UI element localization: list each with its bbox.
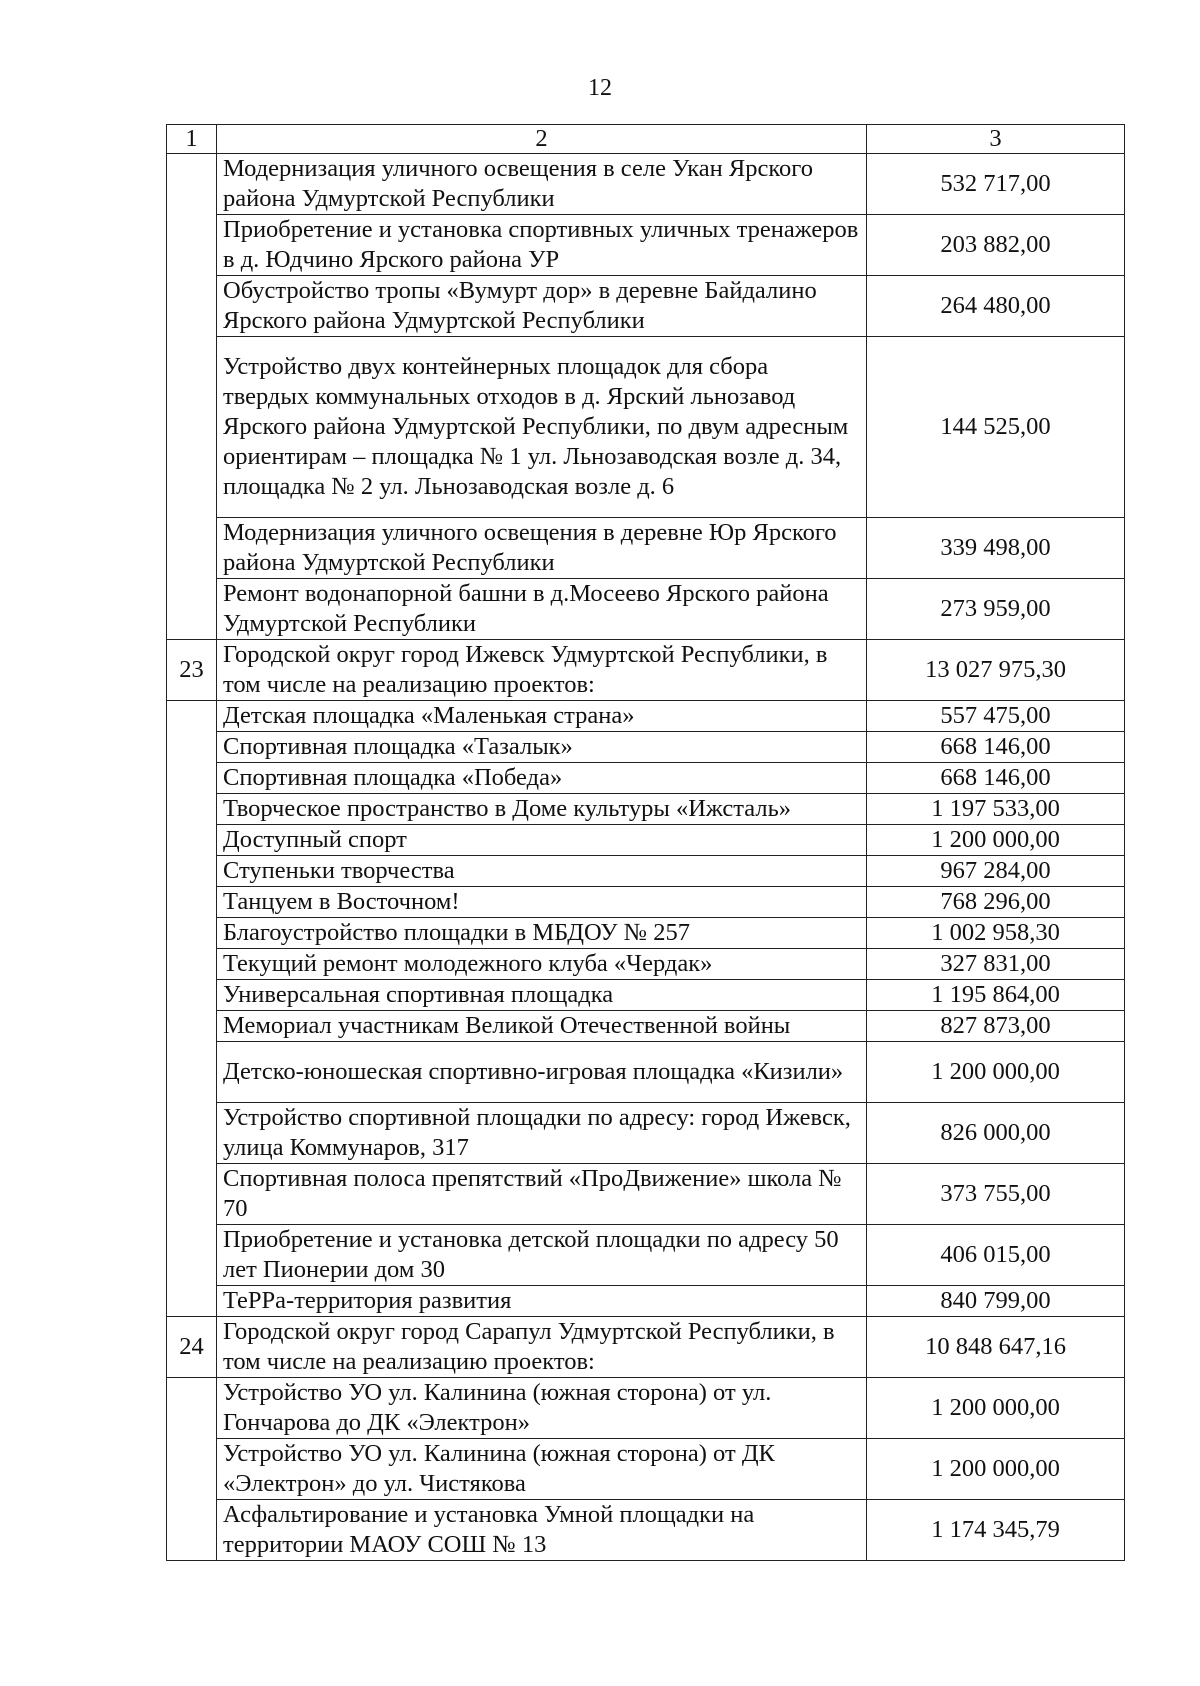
table-row — [167, 949, 1125, 980]
table-row — [167, 1225, 1125, 1286]
row-number — [167, 154, 217, 215]
table-row — [167, 579, 1125, 640]
amount-value: 827 873,00 — [867, 1011, 1125, 1042]
row-number — [167, 1500, 217, 1561]
column-header-number: 1 — [167, 125, 217, 154]
project-name: Модернизация уличного освещения в селе Укан Ярского района Удмуртской Республики — [217, 154, 867, 215]
project-name: Спортивная площадка «Тазалык» — [217, 732, 867, 763]
project-name: Текущий ремонт молодежного клуба «Чердак» — [217, 949, 867, 980]
project-name: Обустройство тропы «Вумурт дор» в деревне Байдалино Ярского района Удмуртской Республики — [217, 276, 867, 337]
column-header-project: 2 — [217, 125, 867, 154]
row-number — [167, 1225, 217, 1286]
table-row — [167, 825, 1125, 856]
project-name: Приобретение и установка детской площадки по адресу 50 лет Пионерии дом 30 — [217, 1225, 867, 1286]
row-number — [167, 825, 217, 856]
row-number — [167, 856, 217, 887]
project-name: Устройство спортивной площадки по адресу: город Ижевск, улица Коммунаров, 317 — [217, 1103, 867, 1164]
row-number: 24 — [167, 1317, 217, 1378]
row-number — [167, 732, 217, 763]
project-name: ТеРРа-территория развития — [217, 1286, 867, 1317]
row-number — [167, 337, 217, 518]
table-row — [167, 701, 1125, 732]
table-row — [167, 1011, 1125, 1042]
amount-value: 1 002 958,30 — [867, 918, 1125, 949]
project-name: Устройство УО ул. Калинина (южная сторона) от ДК «Электрон» до ул. Чистякова — [217, 1439, 867, 1500]
funding-table — [166, 124, 1125, 1561]
project-name: Городской округ город Сарапул Удмуртской Республики, в том числе на реализацию проектов: — [217, 1317, 867, 1378]
table-row — [167, 732, 1125, 763]
project-name: Танцуем в Восточном! — [217, 887, 867, 918]
project-name: Универсальная спортивная площадка — [217, 980, 867, 1011]
table-row — [167, 794, 1125, 825]
project-name: Приобретение и установка спортивных уличных тренажеров в д. Юдчино Ярского района УР — [217, 215, 867, 276]
amount-value: 967 284,00 — [867, 856, 1125, 887]
amount-value: 1 197 533,00 — [867, 794, 1125, 825]
project-name: Модернизация уличного освещения в деревне Юр Ярского района Удмуртской Республики — [217, 518, 867, 579]
row-number — [167, 276, 217, 337]
table-header-row — [167, 125, 1125, 154]
amount-value: 13 027 975,30 — [867, 640, 1125, 701]
table-row — [167, 763, 1125, 794]
project-name: Спортивная площадка «Победа» — [217, 763, 867, 794]
row-number — [167, 1164, 217, 1225]
row-number — [167, 794, 217, 825]
amount-value: 826 000,00 — [867, 1103, 1125, 1164]
table-row — [167, 215, 1125, 276]
amount-value: 339 498,00 — [867, 518, 1125, 579]
table-row — [167, 856, 1125, 887]
amount-value: 557 475,00 — [867, 701, 1125, 732]
table-row — [167, 154, 1125, 215]
project-name: Спортивная полоса препятствий «ПроДвижение» школа № 70 — [217, 1164, 867, 1225]
project-name: Устройство УО ул. Калинина (южная сторона) от ул. Гончарова до ДК «Электрон» — [217, 1378, 867, 1439]
row-number — [167, 1042, 217, 1103]
project-name: Доступный спорт — [217, 825, 867, 856]
row-number — [167, 518, 217, 579]
table-row — [167, 276, 1125, 337]
amount-value: 840 799,00 — [867, 1286, 1125, 1317]
amount-value: 373 755,00 — [867, 1164, 1125, 1225]
amount-value: 668 146,00 — [867, 763, 1125, 794]
project-name: Детская площадка «Маленькая страна» — [217, 701, 867, 732]
row-number — [167, 215, 217, 276]
row-number — [167, 1011, 217, 1042]
row-number — [167, 980, 217, 1011]
row-number — [167, 763, 217, 794]
row-number — [167, 1286, 217, 1317]
column-header-amount: 3 — [867, 125, 1125, 154]
table-row — [167, 640, 1125, 701]
table-row — [167, 918, 1125, 949]
page-number: 12 — [588, 75, 612, 101]
amount-value: 768 296,00 — [867, 887, 1125, 918]
row-number — [167, 918, 217, 949]
project-name: Ремонт водонапорной башни в д.Мосеево Ярского района Удмуртской Республики — [217, 579, 867, 640]
table-row — [167, 518, 1125, 579]
amount-value: 1 200 000,00 — [867, 1042, 1125, 1103]
row-number — [167, 887, 217, 918]
amount-value: 144 525,00 — [867, 337, 1125, 518]
project-name: Городской округ город Ижевск Удмуртской Республики, в том числе на реализацию проектов: — [217, 640, 867, 701]
project-name: Асфальтирование и установка Умной площадки на территории МАОУ СОШ № 13 — [217, 1500, 867, 1561]
amount-value: 532 717,00 — [867, 154, 1125, 215]
table-row — [167, 337, 1125, 518]
table-row — [167, 1378, 1125, 1439]
table-row — [167, 1286, 1125, 1317]
row-number — [167, 1439, 217, 1500]
amount-value: 203 882,00 — [867, 215, 1125, 276]
row-number — [167, 1378, 217, 1439]
amount-value: 1 200 000,00 — [867, 1439, 1125, 1500]
project-name: Детско-юношеская спортивно-игровая площадка «Кизили» — [217, 1042, 867, 1103]
table-row — [167, 980, 1125, 1011]
table-row — [167, 1164, 1125, 1225]
amount-value: 668 146,00 — [867, 732, 1125, 763]
project-name: Ступеньки творчества — [217, 856, 867, 887]
table-row — [167, 1103, 1125, 1164]
table-row — [167, 1439, 1125, 1500]
row-number — [167, 701, 217, 732]
table-row — [167, 1500, 1125, 1561]
amount-value: 1 174 345,79 — [867, 1500, 1125, 1561]
project-name: Благоустройство площадки в МБДОУ № 257 — [217, 918, 867, 949]
amount-value: 1 200 000,00 — [867, 825, 1125, 856]
row-number — [167, 949, 217, 980]
amount-value: 406 015,00 — [867, 1225, 1125, 1286]
amount-value: 1 195 864,00 — [867, 980, 1125, 1011]
amount-value: 1 200 000,00 — [867, 1378, 1125, 1439]
project-name: Творческое пространство в Доме культуры «Ижсталь» — [217, 794, 867, 825]
project-name: Устройство двух контейнерных площадок для сбора твердых коммунальных отходов в д. Ярский льнозавод Ярского района Удмуртской Республики, по двум адресным ориентирам – площадка № 1 ул. Льнозаводская возле д. 34, площадка № 2 ул. Льнозаводская возле д. 6 — [217, 337, 867, 518]
table-row — [167, 887, 1125, 918]
amount-value: 10 848 647,16 — [867, 1317, 1125, 1378]
amount-value: 273 959,00 — [867, 579, 1125, 640]
project-name: Мемориал участникам Великой Отечественной войны — [217, 1011, 867, 1042]
table-row — [167, 1042, 1125, 1103]
amount-value: 327 831,00 — [867, 949, 1125, 980]
table-row — [167, 1317, 1125, 1378]
row-number — [167, 579, 217, 640]
amount-value: 264 480,00 — [867, 276, 1125, 337]
row-number — [167, 1103, 217, 1164]
row-number: 23 — [167, 640, 217, 701]
